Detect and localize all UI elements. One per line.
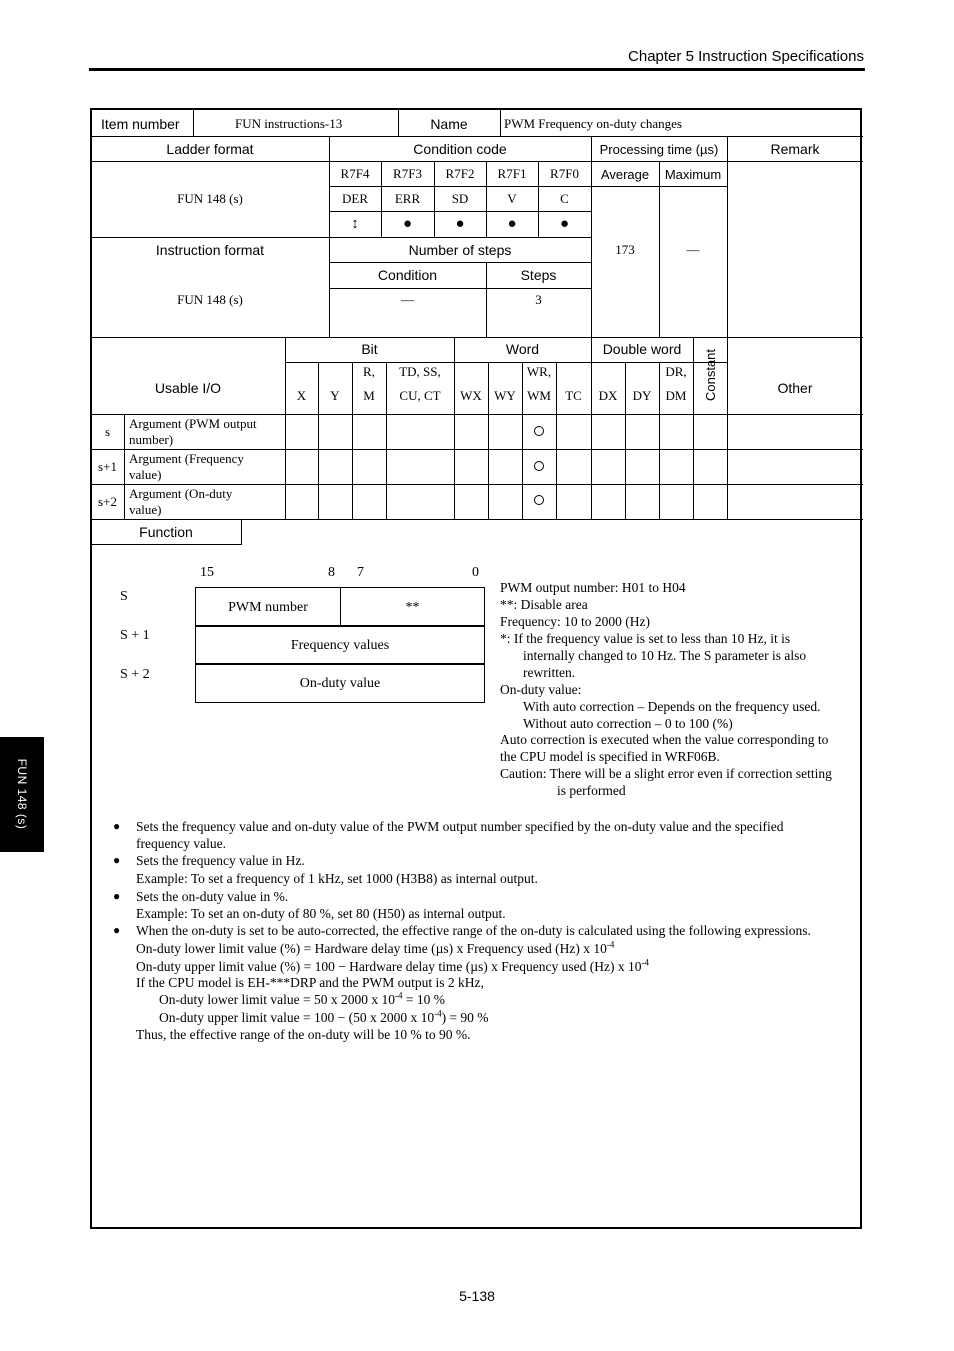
bullet-icon: ● [113, 819, 121, 833]
frequency-values-cell: Frequency values [195, 625, 485, 665]
note-line: On-duty value: [500, 682, 582, 697]
io-col-bottom: DX [598, 388, 618, 403]
condition-value: — [401, 292, 414, 307]
condition-code-label: Condition code [413, 141, 507, 157]
average-label: Average [600, 167, 650, 182]
arg-desc-line1: Argument (Frequency [129, 451, 244, 466]
arg-desc-line2: number) [129, 432, 174, 447]
steps-label: Steps [520, 267, 557, 283]
instruction-format-label: Instruction format [155, 242, 265, 258]
bullet-text: Example: To set an on-duty of 80 %, set 80 (H50) as internal output. [136, 906, 506, 921]
io-col-top: WR, [526, 364, 552, 379]
cc-mark-dot-icon: ● [507, 216, 517, 232]
usable-mark-circle-icon [534, 495, 544, 505]
cc-register: R7F4 [340, 166, 370, 181]
io-col-bottom: WX [460, 388, 482, 403]
average-value: 173 [615, 242, 635, 257]
bit-7-label: 7 [357, 565, 364, 580]
bit-0-label: 0 [472, 565, 479, 580]
number-of-steps-label: Number of steps [408, 242, 512, 258]
note-line: is performed [557, 783, 626, 798]
io-col-top: DR, [665, 364, 687, 379]
ladder-format-value: FUN 148 (s) [177, 191, 243, 206]
bit-8-label: 8 [328, 565, 335, 580]
name-value: PWM Frequency on-duty changes [504, 116, 682, 131]
chapter-header: Chapter 5 Instruction Specifications [628, 48, 864, 65]
steps-value: 3 [535, 292, 542, 307]
bullet-text: On-duty upper limit value = 100 − (50 x 2000 x $10^{-4}) = 90$ % [159, 1008, 489, 1025]
side-tab-label: FUN 148 (s) [15, 758, 29, 830]
io-col-bottom: DY [632, 388, 652, 403]
bullet-text: Example: To set a frequency of 1 kHz, set 1000 (H3B8) as internal output. [136, 871, 538, 886]
header-rule [89, 68, 865, 71]
other-label: Other [777, 380, 813, 396]
maximum-label: Maximum [664, 167, 722, 182]
bullet-text: Sets the on-duty value in %. [136, 889, 289, 904]
cc-flag: V [507, 191, 517, 206]
bullet-text: On-duty lower limit value = 50 x 2000 x $10^{-4} = 10$ % [159, 990, 445, 1007]
bullet-text: Sets the frequency value and on-duty value of the PWM output number specified by the on-duty value and the specified [136, 819, 784, 834]
io-col-bottom: X [296, 388, 307, 403]
constant-label: Constant [703, 348, 718, 402]
io-col-bottom: TC [565, 388, 582, 403]
usable-mark-circle-icon [534, 461, 544, 471]
note-line: Without auto correction – 0 to 100 (%) [523, 716, 733, 731]
bullet-text: On-duty lower limit value (%) = Hardware delay time (µs) x Frequency used (Hz) x $10^{-4}$ [136, 939, 615, 956]
double-word-label: Double word [602, 341, 682, 357]
arg-id: s+2 [98, 494, 117, 509]
arg-desc-line1: Argument (PWM output [129, 416, 257, 431]
bullet-text: Thus, the effective range of the on-duty will be 10 % to 90 %. [136, 1027, 471, 1042]
note-line: **: Disable area [500, 597, 588, 612]
disable-area-cell: ** [340, 587, 485, 627]
bullet-icon: ● [113, 853, 121, 867]
arg-id: s [104, 424, 111, 439]
io-col-bottom: DM [665, 388, 687, 403]
row-s-label: S [120, 589, 128, 604]
cc-mark-updown-icon: ↕ [351, 216, 359, 232]
cc-register: R7F3 [393, 166, 422, 181]
bullet-icon: ● [113, 923, 121, 937]
pwm-number-cell: PWM number [195, 587, 341, 627]
arg-desc-line2: value) [129, 502, 162, 517]
cc-flag: ERR [394, 191, 421, 206]
processing-time-label: Processing time (µs) [599, 142, 719, 157]
io-col-top: R, [363, 364, 375, 379]
io-col-top: TD, SS, [399, 364, 441, 379]
note-line: Auto correction is executed when the value corresponding to [500, 732, 829, 747]
arg-desc-line1: Argument (On-duty [129, 486, 233, 501]
note-line: Frequency: 10 to 2000 (Hz) [500, 614, 650, 629]
remark-label: Remark [770, 141, 820, 157]
usable-mark-circle-icon [534, 426, 544, 436]
bullet-text: frequency value. [136, 836, 226, 851]
cc-register: R7F2 [445, 166, 475, 181]
note-line: rewritten. [523, 665, 576, 680]
maximum-value: — [686, 242, 700, 257]
note-line: With auto correction – Depends on the frequency used. [523, 699, 821, 714]
arg-id: s+1 [98, 459, 117, 474]
note-line: internally changed to 10 Hz. The S parameter is also [523, 648, 807, 663]
io-col-bottom: WY [494, 388, 516, 403]
usable-io-label: Usable I/O [154, 380, 222, 396]
condition-label: Condition [377, 267, 438, 283]
note-line: PWM output number: H01 to H04 [500, 580, 686, 595]
cc-mark-dot-icon: ● [559, 216, 570, 232]
instruction-format-value: FUN 148 (s) [177, 292, 243, 307]
io-col-bottom: M [363, 388, 375, 403]
cc-flag: C [560, 191, 569, 206]
cc-flag: DER [342, 191, 368, 206]
bullet-icon: ● [113, 889, 121, 903]
function-label: Function [139, 524, 193, 540]
note-line: the CPU model is specified in WRF06B. [500, 749, 720, 764]
arg-desc-line2: value) [129, 467, 162, 482]
bit-15-label: 15 [200, 565, 214, 580]
cc-mark-dot-icon: ● [455, 216, 465, 232]
bullet-text: When the on-duty is set to be auto-corrected, the effective range of the on-duty is calculated using the following expressions. [136, 923, 811, 938]
ladder-format-label: Ladder format [166, 141, 254, 157]
note-line: Caution: There will be a slight error even if correction setting [500, 766, 832, 781]
row-s2-label: S + 2 [120, 667, 150, 682]
io-col-bottom: WM [527, 388, 551, 403]
page-number: 5-138 [459, 1288, 495, 1304]
bullet-text: If the CPU model is EH-***DRP and the PWM output is 2 kHz, [136, 975, 484, 990]
bullet-text: On-duty upper limit value (%) = 100 − Hardware delay time (µs) x Frequency used (Hz) x $10^{-4}$ [136, 957, 649, 974]
note-line: *: If the frequency value is set to less than 10 Hz, it is [500, 631, 791, 646]
word-label: Word [505, 341, 540, 357]
on-duty-value-cell: On-duty value [195, 663, 485, 703]
cc-flag: SD [451, 191, 469, 206]
cc-mark-dot-icon: ● [402, 216, 413, 232]
io-col-bottom: CU, CT [399, 388, 441, 403]
cc-register: R7F1 [497, 166, 527, 181]
name-label: Name [430, 116, 468, 132]
item-number-value: FUN instructions-13 [235, 116, 343, 131]
bullet-text: Sets the frequency value in Hz. [136, 853, 305, 868]
item-number-label: Item number [101, 116, 180, 132]
side-tab [0, 737, 44, 852]
cc-register: R7F0 [550, 166, 579, 181]
row-s1-label: S + 1 [120, 628, 150, 643]
io-col-bottom: Y [330, 388, 340, 403]
bit-label: Bit [361, 341, 378, 357]
